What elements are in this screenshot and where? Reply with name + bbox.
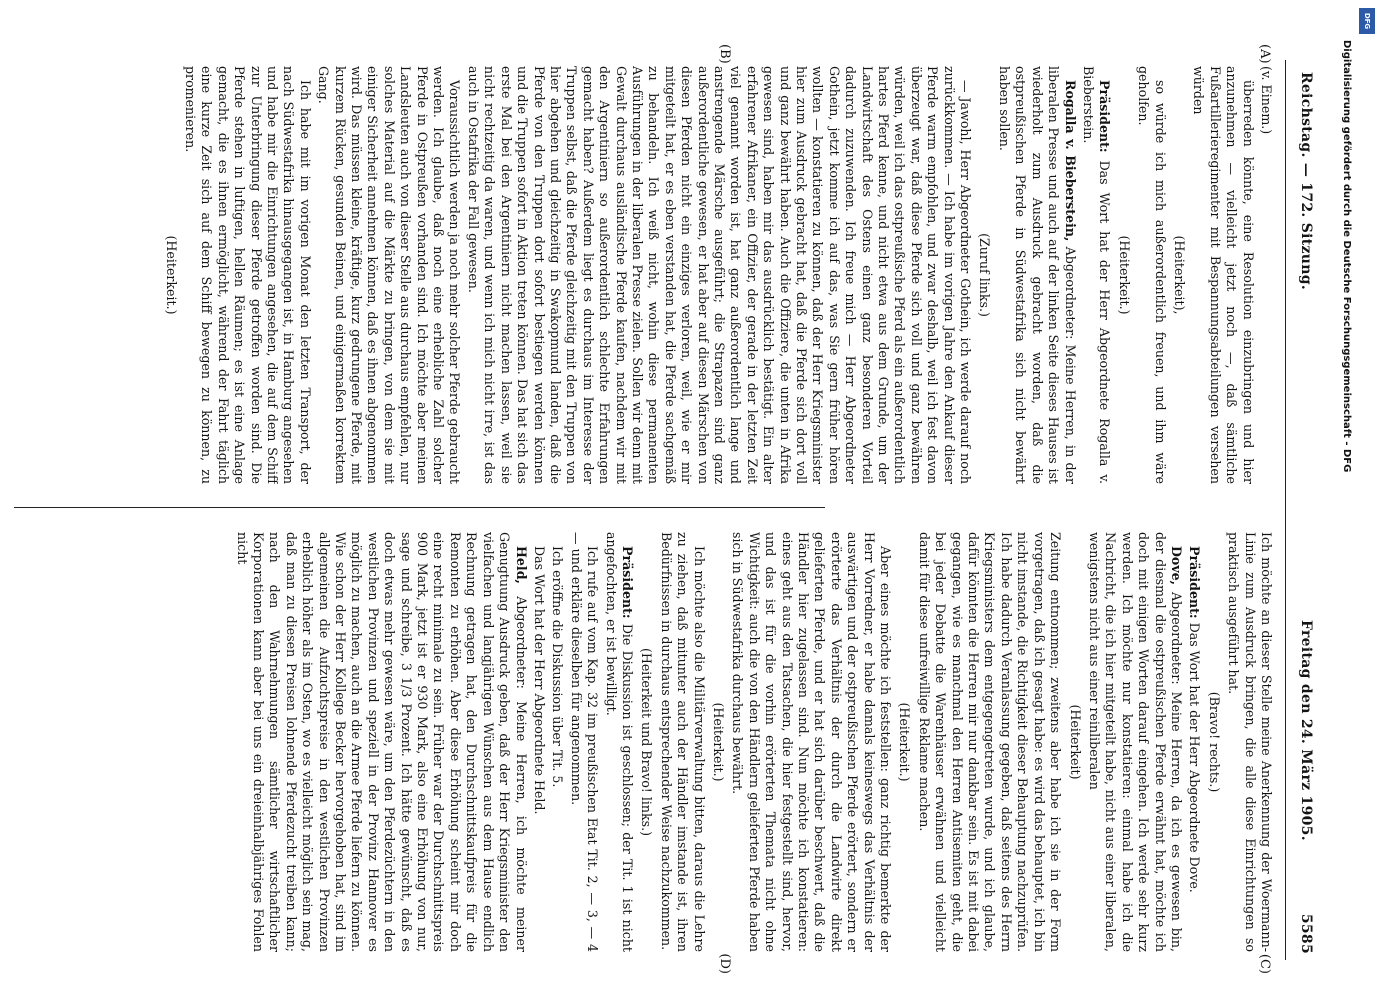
interjection: (Heiterkeit.) (711, 702, 726, 782)
interjection: (Heiterkeit.) (897, 702, 913, 782)
document-page (0, 20, 1330, 980)
body-paragraph: Das Wort hat der Herr Abgeordnete Held. (531, 546, 547, 815)
speaker-name: Held, (513, 546, 529, 584)
speech-paragraph (233, 532, 528, 952)
speaker-name: Präsident: (619, 546, 635, 619)
interjection: (Heiterkeit) (1067, 704, 1083, 780)
header-rule (1285, 60, 1286, 960)
body-paragraph: Voraussichtlich werden ja noch mehr solcher Pferde gebraucht werden. Ich glaube, daß noch eine erhebliche Zahl solcher Pferde in Ostpreußen vorhanden sind. Ich möchte aber meinen Landsleuten auch von dieser Stelle aus durchaus empfehlen, nur solches Material auf die Märkte zu bringen, von dem sie mit einiger Sicherheit annehmen können, daß es ihnen abgenommen wird. Das müssen kleine, kräftige, kurz gedrungene Pferde, mit kurzem Rücken, gesunden Beinen, und einigermaßen korrektem Gang. (316, 66, 463, 484)
digitization-credit: Digitalisierung gefördert durch die Deutsche Forschungsgemeinschaft - DFG (1341, 40, 1352, 473)
margin-mark-d: (D) (717, 953, 732, 974)
body-paragraph: überreden könnte, eine Resolution einzubringen und hier anzunehmen — vielleicht jetzt noch —, daß sämtliche Fußartillerieregimenter mit Bespannungsabteilungen versehen würden (1191, 66, 1256, 484)
dfg-logo: DFG (1359, 8, 1375, 34)
speech-text: Das Wort hat der Herr Abgeordnete Dove. (1187, 622, 1203, 893)
body-paragraph: Aber eines möchte ich feststellen: ganz richtig bemerkte der Herr Vorredner, er habe damals keineswegs das Verhältnis der auswärtigen und der ostpreußischen Pferde erörtert, sondern er erörterte das Verhältnis der durch die Landwirte direkt gelieferten Pferde, und er hat sich darüber beschwert, daß die Händler hier zugelassen sind. Nun möchte ich konstatieren: eines geht aus den Tatsachen, die hier festgestellt sind, hervor, und das ist für die vorhin erörterten Themata nicht ohne Wichtigkeit: auch die von den Händlern gelieferten Pferde haben sich in Südwestafrika durchaus bewährt. (730, 532, 894, 952)
left-text-column (14, 66, 1274, 484)
body-paragraph: Ich eröffne die Diskussion über Tit. 5. (550, 546, 566, 788)
speech-text: Die Diskussion ist geschlossen; der Tit. 1 ist nicht angefochten, er ist bewilligt. (603, 532, 635, 952)
speech-paragraph (996, 66, 1078, 484)
interjection: (Heiterkeit und Bravo! links.) (639, 647, 655, 837)
speech-paragraph (1080, 66, 1113, 484)
speech-text: Abgeordneter: Meine Herren, da ich es gewesen bin, der diesmal die ostpreußischen Pferde erwähnt hat, möchte ich doch mit einigen Worten darauf eingehen. Ich werde sehr kurz werden. Ich möchte nur konstatieren: einmal habe ich die Nachricht, die ich hier mitgeteilt habe, nicht aus einer liberalen, wenigstens nicht aus einer reinliberalen (1086, 532, 1184, 952)
margin-mark-c: (C) (1257, 953, 1272, 974)
interjection: (Bravo! rechts.) (1206, 691, 1222, 793)
speech-paragraph (1086, 532, 1184, 952)
speaker-name: Rogalla v. Bieberstein, (1062, 80, 1078, 242)
continued-speaker-tag: (v. Einem.) (1259, 66, 1274, 135)
interjection: (Heiterkeit.) (1116, 235, 1132, 315)
column-rule (14, 507, 825, 508)
body-paragraph: Ich habe mit im vorigen Monat den letzten Transport, der nach Südwestafrika hinausgegangen ist, in Hamburg angesehen und habe mir die Einrichtungen angesehen, die auf dem Schiff zur Unterbringung dieser Pferde getroffen worden sind. Die Pferde stehen in luftigen, hellen Räumen; es ist eine Anlage gemacht, die es ihnen ermöglicht, während der Fahrt täglich eine kurze Zeit sich auf dem Schiff bewegen zu können, zu promenieren. (183, 66, 313, 484)
body-paragraph: Ich möchte an dieser Stelle meine Anerkennung der Woermann-Linie zum Ausdruck bringen, die alle diese Einrichtungen so praktisch ausgeführt hat. (1226, 532, 1274, 952)
speech-paragraph (602, 532, 635, 952)
speaker-name: Dove, (1168, 546, 1184, 586)
speech-text: Abgeordneter: Meine Herren, in der liberalen Presse und auch auf der linken Seite dieses Hauses ist wiederholt zum Ausdruck gebracht worden, daß die ostpreußischen Pferde in Südwestafrika sich nicht bewährt haben sollen. (996, 66, 1078, 484)
interjection: (Heiterkeit.) (163, 235, 179, 315)
speech-text: Abgeordneter: Meine Herren, ich möchte meiner Genugtuung Ausdruck geben, daß der Herr Kriegsminister den vielfachen und langjährigen Wünschen aus dem Hause endlich Rechnung getragen hat, den Durchschnittskaufpreis für die Remonten zu erhöhen. Aber diese Erhöhung scheint mir doch eine recht minimale zu sein. Früher war der Durchschnittspreis 900 Mark, jetzt ist er 930 Mark, also eine Erhöhung von nur, sage und schreibe, 3 1/3 Prozent. Ich hätte gewünscht, daß es doch etwas mehr gewesen wäre, um den Pferdezüchtern in den westlichen Provinzen und speziell in der Provinz Hannover es möglich zu machen, auch an die Armee Pferde liefern zu können. Wie schon der Herr Kollege Becker hervorgehoben hat, sind im allgemeinen die Aufzuchtspreise in den westlichen Provinzen erheblich höher als im Osten, wo es vielleicht möglich sein mag, daß man zu diesen Preisen lohnende Pferdezucht treiben kann; nach den Wahrnehmungen sämtlicher wirtschaftlicher Korporationen kann aber bei uns ein dreieinhalbjähriges Fohlen nicht (234, 532, 529, 952)
speaker-name: Präsident: (1187, 546, 1203, 619)
running-header-session: Reichstag. — 172. Sitzung. (1298, 72, 1314, 291)
body-paragraph: so würde ich mich außerordentlich freuen, und ihm wäre geholfen. (1136, 66, 1168, 484)
running-header-date: Freitag den 24. März 1905. (1298, 620, 1314, 841)
body-paragraph: Zeitung entnommen; zweitens aber habe ich sie in der Form vorgetragen, daß ich gesagt habe: es wird das behauptet, ich bin nicht imstande, die Richtigkeit dieser Behauptung nachzuprüfen. Ich habe dadurch Veranlassung gegeben, daß seitens des Herrn Kriegsministers dem entgegengetreten wurde, und ich glaube, dafür könnten die Herren mir nur dankbar sein. Es ist mit dabei gegangen, wie es manchmal den Herren Antisemiten geht, die bei jeder Debatte die Warenhäuser erwähnen und vielleicht damit für diese unfreiwillige Reklame machen. (916, 532, 1064, 952)
speech-paragraph (1186, 532, 1202, 952)
interjection: (Heiterkeit), (1171, 235, 1187, 315)
body-paragraph: Ich rufe auf vom Kap. 32 im preußischen Etat Tit. 2, — 3, — 4 — und erkläre dieselben für angenommen. (568, 532, 601, 952)
interjection: (Zuruf links.) (977, 233, 993, 317)
margin-mark-a: (A) (1257, 44, 1272, 64)
speech-text: Das Wort hat der Herr Abgeordnete Rogalla v. Bieberstein. (1080, 66, 1113, 484)
speaker-name: Präsident: (1097, 80, 1113, 153)
body-paragraph: — Jawohl, Herr Abgeordneter Gothein, ich werde darauf noch zurückkommen. — Ich habe im vorigen Jahre den Ankauf dieser Pferde warm empfohlen, und zwar deshalb, weil ich fest davon überzeugt war, daß diese Pferde sich voll und ganz bewähren würden, weil ich das ostpreußische Pferd als ein außerordentlich hartes Pferd kenne, und nicht etwa aus dem Grunde, um der Landwirtschaft des Ostens einen ganz besonderen Vorteil dadurch zuzuwenden. Ich freue mich — Herr Abgeordneter Gothein, jetzt komme ich auf das, was Sie gern früher hören wollten — konstatieren zu können, daß der Herr Kriegsminister hier zum Ausdruck gebracht hat, daß die Pferde sich dort voll und ganz bewährt haben. Auch die Offiziere, die unten in Afrika gewesen sind, haben mir das ausdrücklich bestätigt. Ein alter erfahrener Afrikaner, ein Offizier, der gerade in der letzten Zeit viel genannt worden ist, hat ganz außerordentlich lange und anstrengende Märsche ausgeführt; die Strapazen sind ganz außerordentliche gewesen, er hat aber auf diesen Märschen von diesen Pferden nicht ein einziges verloren, weil, wie er mir mitgeteilt hat, er es eben verstanden hat, die Pferde sachgemäß zu behandeln. Ich weiß nicht, wohin diese permanenten Ausführungen in der liberalen Presse zielen. Sollen wir denn mit Gewalt durchaus ausländische Pferde kaufen, nachdem wir mit den Argentiniern so außerordentlich schlechte Erfahrungen gemacht haben? Außerdem liegt es durchaus im Interesse der Truppen selbst, daß die Pferde gleichzeitig mit den Truppen von hier abgehen und gleichzeitig in Swakopmund landen, daß die Pferde von den Truppen dort sofort bestiegen werden können und die Truppen sofort in Aktion treten können. Das hat sich das erste Mal bei den Argentiniern nicht machen lassen, weil sie nicht rechtzeitig da waren, und wenn ich mich nicht irre, ist das auch in Ostafrika der Fall gewesen. (465, 66, 974, 484)
body-paragraph: Ich möchte also die Militärverwaltung bitten, daraus die Lehre zu ziehen, daß mitunter auch der Händler imstande ist, ihren Bedürfnissen in durchaus entsprechender Weise nachzukommen. (658, 532, 707, 952)
right-text-column (14, 532, 1274, 952)
page-number: 5585 (1298, 913, 1314, 954)
margin-mark-b: (B) (717, 44, 732, 64)
